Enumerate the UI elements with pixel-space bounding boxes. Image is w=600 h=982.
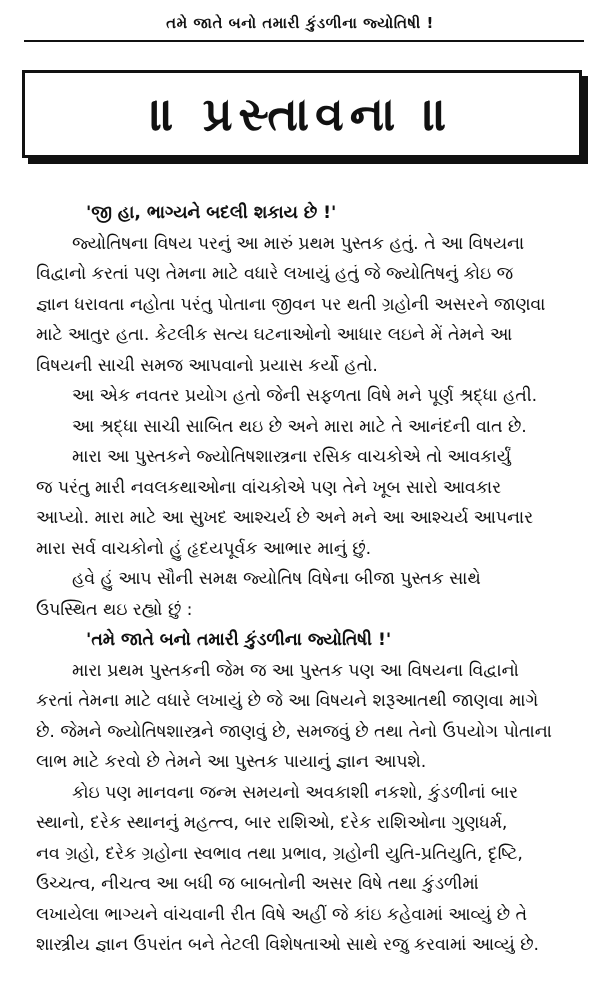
paragraph-line: સ્થાનો, દરેક સ્થાનનું મહત્ત્વ, બાર રાશિઓ, દરેક રાશિઓના ગુણધર્મ, bbox=[36, 813, 508, 833]
paragraph-line: મારા આ પુસ્તકને જ્યોતિષશાસ્ત્રના રસિક વાચકોએ તો આવકાર્યું bbox=[72, 447, 511, 467]
paragraph-line: ઉચ્ચત્વ, નીચત્વ આ બધી જ બાબતોની અસર વિષે તથા કુંડળીમાં bbox=[36, 874, 479, 894]
paragraph-line: આપ્યો. મારા માટે આ સુખદ આશ્ચર્ય છે અને મને આ આશ્ચર્ય આપનાર bbox=[36, 508, 534, 528]
paragraph-line: જ્યોતિષના વિષય પરનું આ મારું પ્રથમ પુસ્તક હતું. તે આ વિષયના bbox=[72, 233, 525, 254]
paragraph-line: માટે આતુર હતા. કેટલીક સત્ય ઘટનાઓનો આધાર લઇને મેં તેમને આ bbox=[36, 325, 513, 345]
paragraph-line: મારા પ્રથમ પુસ્તકની જેમ જ આ પુસ્તક પણ આ વિષયના વિદ્વાનો bbox=[72, 660, 519, 681]
paragraph-line: આ શ્રદ્ધા સાચી સાબિત થઇ છે અને મારા માટે તે આનંદની વાત છે. bbox=[72, 416, 527, 437]
paragraph-line: છે. જેમને જ્યોતિષશાસ્ત્રને જાણવું છે, સમજવું છે તથા તેનો ઉપયોગ પોતાના bbox=[36, 721, 552, 742]
lead-quote: 'જી હા, ભાગ્યને બદલી શકાય છે !' bbox=[86, 203, 337, 223]
paragraph-line: શાસ્ત્રીય જ્ઞાન ઉપરાંત બને તેટલી વિશેષતાઓ સાથે રજુ કરવામાં આવ્યું છે. bbox=[36, 935, 539, 955]
header-rule bbox=[24, 40, 584, 42]
paragraph-line: કરતાં તેમના માટે વધારે લખાયું છે જે આ વિષયને શરૂઆતથી જાણવા માગે bbox=[36, 691, 539, 711]
title-box bbox=[22, 70, 582, 158]
running-header: તમે જાતે બનો તમારી કુંડળીના જ્યોતિષી ! bbox=[166, 14, 434, 32]
page-title: ॥ પ્રસ્તાવના ॥ bbox=[150, 87, 454, 141]
paragraph-line: હવે હું આપ સૌની સમક્ષ જ્યોતિષ વિષેના બીજા પુસ્તક સાથે bbox=[72, 569, 481, 589]
paragraph-line: ઉપસ્થિત થઇ રહ્યો છું : bbox=[36, 599, 193, 620]
paragraph-line: લાભ માટે કરવો છે તેમને આ પુસ્તક પાયાનું જ્ઞાન આપશે. bbox=[36, 752, 427, 772]
paragraph-line: વિષયની સાચી સમજ આપવાનો પ્રયાસ કર્યો હતો. bbox=[36, 355, 378, 376]
preface-body bbox=[36, 198, 584, 961]
paragraph-line: લખાયેલા ભાગ્યને વાંચવાની રીત વિષે અહીં જે કાંઇ કહેવામાં આવ્યું છે તે bbox=[36, 904, 527, 925]
paragraph-line: જ્ઞાન ધરાવતા નહોતા પરંતુ પોતાના જીવન પર થતી ગ્રહોની અસરને જાણવા bbox=[36, 294, 546, 315]
paragraph-line: કોઇ પણ માનવના જન્મ સમયનો અવકાશી નકશો, કુંડળીનાં બાર bbox=[72, 782, 518, 803]
paragraph-line: આ એક નવતર પ્રયોગ હતો જેની સફળતા વિષે મને પૂર્ણ શ્રદ્ધા હતી. bbox=[72, 386, 538, 406]
paragraph-line: વિદ્વાનો કરતાં પણ તેમના માટે વધારે લખાયું હતું જે જ્યોતિષનું કોઇ જ bbox=[36, 264, 513, 284]
paragraph-line: નવ ગ્રહો, દરેક ગ્રહોના સ્વભાવ તથા પ્રભાવ, ગ્રહોની યુતિ-પ્રતિયુતિ, દૃષ્ટિ, bbox=[36, 843, 523, 864]
book-title-quote: 'તમે જાતે બનો તમારી કુંડળીના જ્યોતિષી !' bbox=[86, 630, 392, 650]
paragraph-line: જ પરંતુ મારી નવલકથાઓના વાંચકોએ પણ તેને ખૂબ સારો આવકાર bbox=[36, 477, 502, 498]
paragraph-line: મારા સર્વ વાચકોનો હું હૃદયપૂર્વક આભાર માનું છું. bbox=[36, 538, 372, 559]
